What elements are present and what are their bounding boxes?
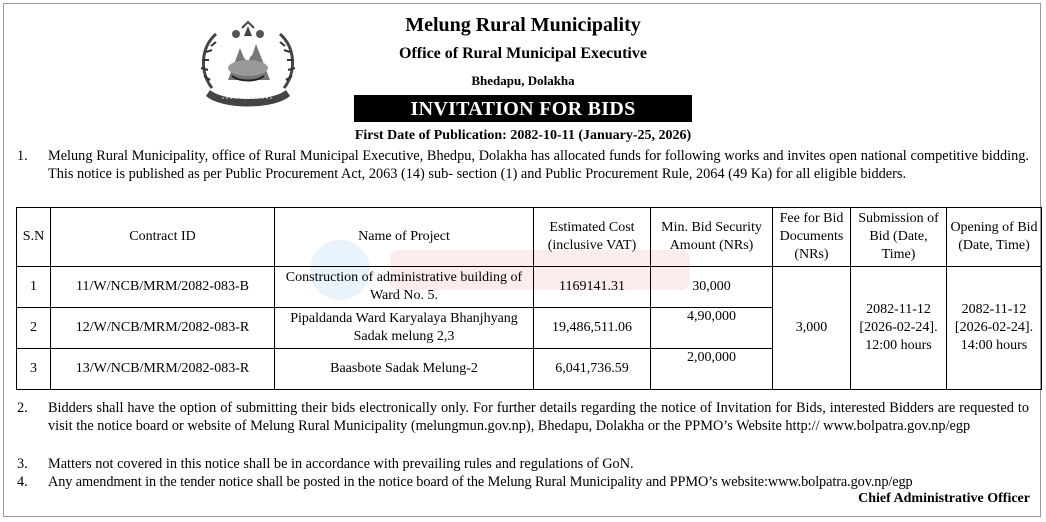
para4-text: Any amendment in the tender notice shall be posted in the notice board of the Melung Rural Municipality and PPMO’s website:www.bolpatra.gov.np/egp (48, 474, 913, 490)
row-sn: 3 (17, 348, 51, 389)
row-security: 30,000 (651, 266, 773, 307)
submission-time: 12:00 hours (865, 337, 932, 353)
submission-cell (851, 266, 947, 389)
opening-cell (947, 266, 1042, 389)
header-contract-id: Contract ID (51, 208, 275, 267)
submission-ad-date: [2026-02-24]. (859, 319, 938, 335)
para3-text: Matters not covered in this notice shall be in accordance with prevailing rules and regulations of GoN. (48, 456, 634, 472)
row-cost: 6,041,736.59 (534, 348, 651, 389)
para4-number: 4. (17, 474, 28, 490)
header-submission: Submission of Bid (Date, Time) (851, 208, 947, 267)
publication-date: First Date of Publication: 2082-10-11 (January-25, 2026) (354, 128, 692, 143)
row-project: Baasbote Sadak Melung-2 (275, 348, 534, 389)
location-line: Bhedapu, Dolakha (471, 73, 575, 88)
opening-date: 2082-11-12 (961, 301, 1027, 317)
row-cost: 1169141.31 (534, 266, 651, 307)
header-cost: Estimated Cost (inclusive VAT) (534, 208, 651, 267)
opening-ad-date: [2026-02-24]. (954, 319, 1034, 335)
para2-number: 2. (17, 400, 28, 416)
invitation-banner: INVITATION FOR BIDS (354, 95, 692, 122)
submission-date: 2082-11-12 (866, 301, 931, 317)
header-project: Name of Project (275, 208, 534, 267)
municipality-title: Melung Rural Municipality (405, 14, 641, 36)
row-contract-id: 13/W/NCB/MRM/2082-083-R (51, 348, 275, 389)
header-opening: Opening of Bid (Date, Time) (947, 208, 1042, 267)
signature-title: Chief Administrative Officer (858, 491, 1030, 506)
row-project: Construction of administrative building of Ward No. 5. (275, 266, 534, 307)
row-contract-id: 11/W/NCB/MRM/2082-083-B (51, 266, 275, 307)
row-sn: 2 (17, 308, 51, 348)
opening-time: 14:00 hours (960, 337, 1028, 353)
row-cost: 19,486,511.06 (534, 308, 651, 348)
para3-number: 3. (17, 456, 28, 472)
row-security: 4,90,000 (651, 308, 773, 348)
header-security: Min. Bid Security Amount (NRs) (651, 208, 773, 267)
row-sn: 1 (17, 266, 51, 307)
para1-number: 1. (17, 148, 28, 164)
header-fee: Fee for Bid Documents (NRs) (773, 208, 851, 267)
para1-text: Melung Rural Municipality, office of Rural Municipal Executive, Bhedpu, Dolakha has allocated funds for following works and invites open national competitive bidding. This notice is published as per Public Procurement Act, 2063 (14) sub- section (1) and Public Procurement Rule, 2064 (49 Ka) for all eligible bidders. (48, 148, 1029, 182)
table-row (17, 266, 1042, 307)
bids-table (16, 207, 1042, 390)
header-sn: S.N (17, 208, 51, 267)
fee-cell: 3,000 (773, 266, 851, 389)
para2-text: Bidders shall have the option of submitting their bids electronically only. For further details regarding the notice of Invitation for Bids, interested Bidders are requested to visit the notice board or website of Melung Rural Municipality (melungmun.gov.np), Bhedapu, Dolakha or the PPMO’s Website http:// www.bolpatra.gov.np/egp (48, 400, 1029, 434)
office-title: Office of Rural Municipal Executive (399, 45, 647, 62)
table-header-row (17, 208, 1042, 267)
row-security: 2,00,000 (651, 348, 773, 389)
row-project: Pipaldanda Ward Karyalaya Bhanjhyang Sadak melung 2,3 (275, 308, 534, 348)
row-contract-id: 12/W/NCB/MRM/2082-083-R (51, 308, 275, 348)
